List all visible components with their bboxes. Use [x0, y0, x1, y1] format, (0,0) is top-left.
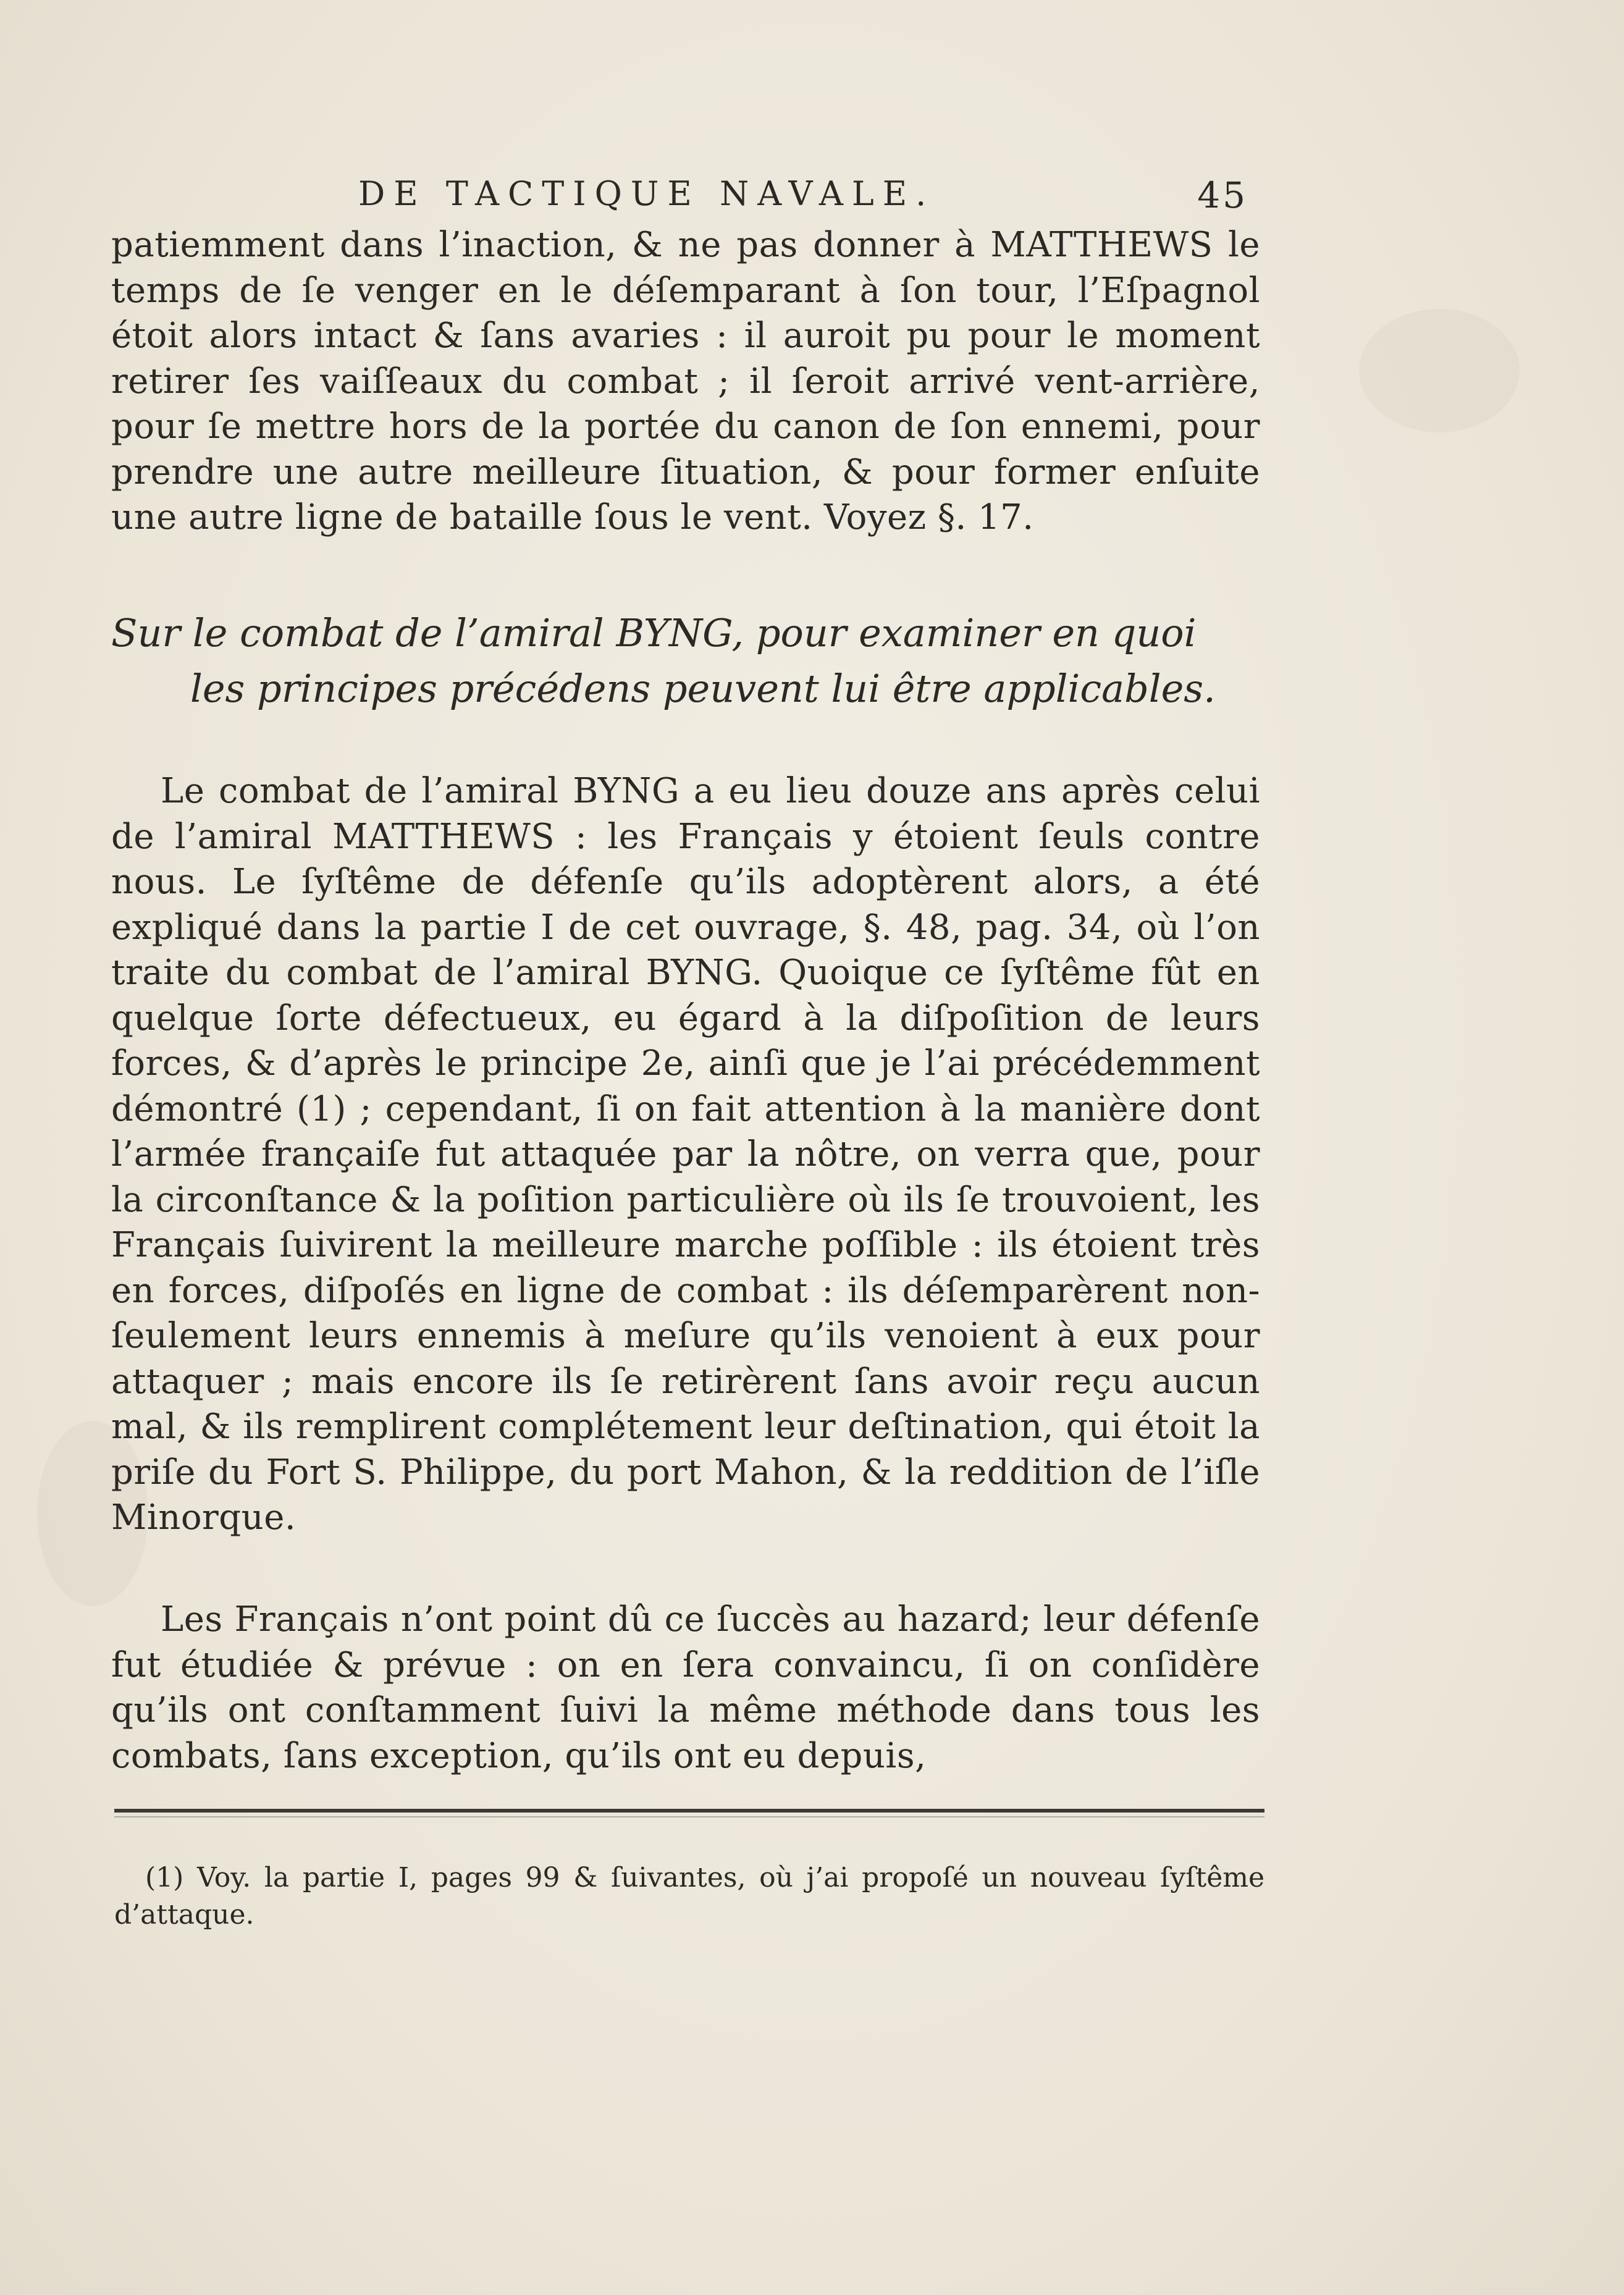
footnote-separator-rule — [114, 1809, 1264, 1813]
section-heading-line-1: Sur le combat de l’amiral BYNG, pour examiner en quoi — [111, 610, 1197, 655]
text-block-1 — [111, 222, 1260, 541]
paragraph: Les Français n’ont point dû ce ſuccès au hazard; leur défenſe fut étudiée & prévue : on en ſera convaincu, ſi on conſidère qu’ils ont conſtamment ſuivi la même méthode dans tous les combats, ſans exception, qu’ils ont eu depuis, — [111, 1599, 1260, 1776]
footnote-text: Voy. la partie I, pages 99 & ſuivantes, où j’ai propoſé un nouveau ſyſtême d’attaque. — [114, 1862, 1264, 1931]
running-title: DE TACTIQUE NAVALE. — [358, 174, 935, 213]
page-header — [358, 174, 1248, 224]
text-block-3 — [111, 1597, 1260, 1779]
text-block-2 — [111, 769, 1260, 1541]
paragraph: patiemment dans l’inaction, & ne pas donner à MATTHEWS le temps de ſe venger en le déſemparant à ſon tour, l’Eſpagnol étoit alors intact & ſans avaries : il auroit pu pour le moment retirer ſes vaiſſeaux du combat ; il ſeroit arrivé vent-arrière, pour ſe mettre hors de la portée du canon de ſon ennemi, pour prendre une autre meilleure ſituation, & pour former enſuite une autre ligne de bataille ſous le vent. Voyez §. 17. — [111, 225, 1260, 537]
footnote-separator-rule-thin — [114, 1816, 1264, 1817]
page-number: 45 — [1197, 174, 1248, 216]
footnote-marker: (1) — [145, 1862, 184, 1893]
footnote — [114, 1859, 1264, 1934]
paragraph: Le combat de l’amiral BYNG a eu lieu douze ans après celui de l’amiral MATTHEWS : les Français y étoient ſeuls contre nous. Le ſyſtême de défenſe qu’ils adoptèrent alors, a été expliqué dans la partie I de cet ouvrage, §. 48, pag. 34, où l’on traite du combat de l’amiral BYNG. Quoique ce ſyſtême fût en quelque ſorte défectueux, eu égard à la diſpoſition de leurs forces, & d’après le principe 2e, ainſi que je l’ai précédemment démontré (1) ; cependant, ſi on fait attention à la manière dont l’armée françaiſe fut attaquée par la nôtre, on verra que, pour la circonſtance & la poſition particulière où ils ſe trouvoient, les Français ſuivirent la meilleure marche poſſible : ils étoient très en forces, diſpoſés en ligne de combat : ils déſemparèrent non-ſeulement leurs ennemis à meſure qu’ils venoient à eux pour attaquer ; mais encore ils ſe retirèrent ſans avoir reçu aucun mal, & ils remplirent complétement leur deſtination, qui étoit la priſe du Fort S. Philippe, du port Mahon, & la reddition de l’iſle Minorque. — [111, 771, 1260, 1538]
section-heading-line-2: les principes précédens peuvent lui être applicables. — [190, 666, 1216, 711]
paper-stain — [1359, 309, 1520, 432]
section-heading — [111, 605, 1260, 717]
